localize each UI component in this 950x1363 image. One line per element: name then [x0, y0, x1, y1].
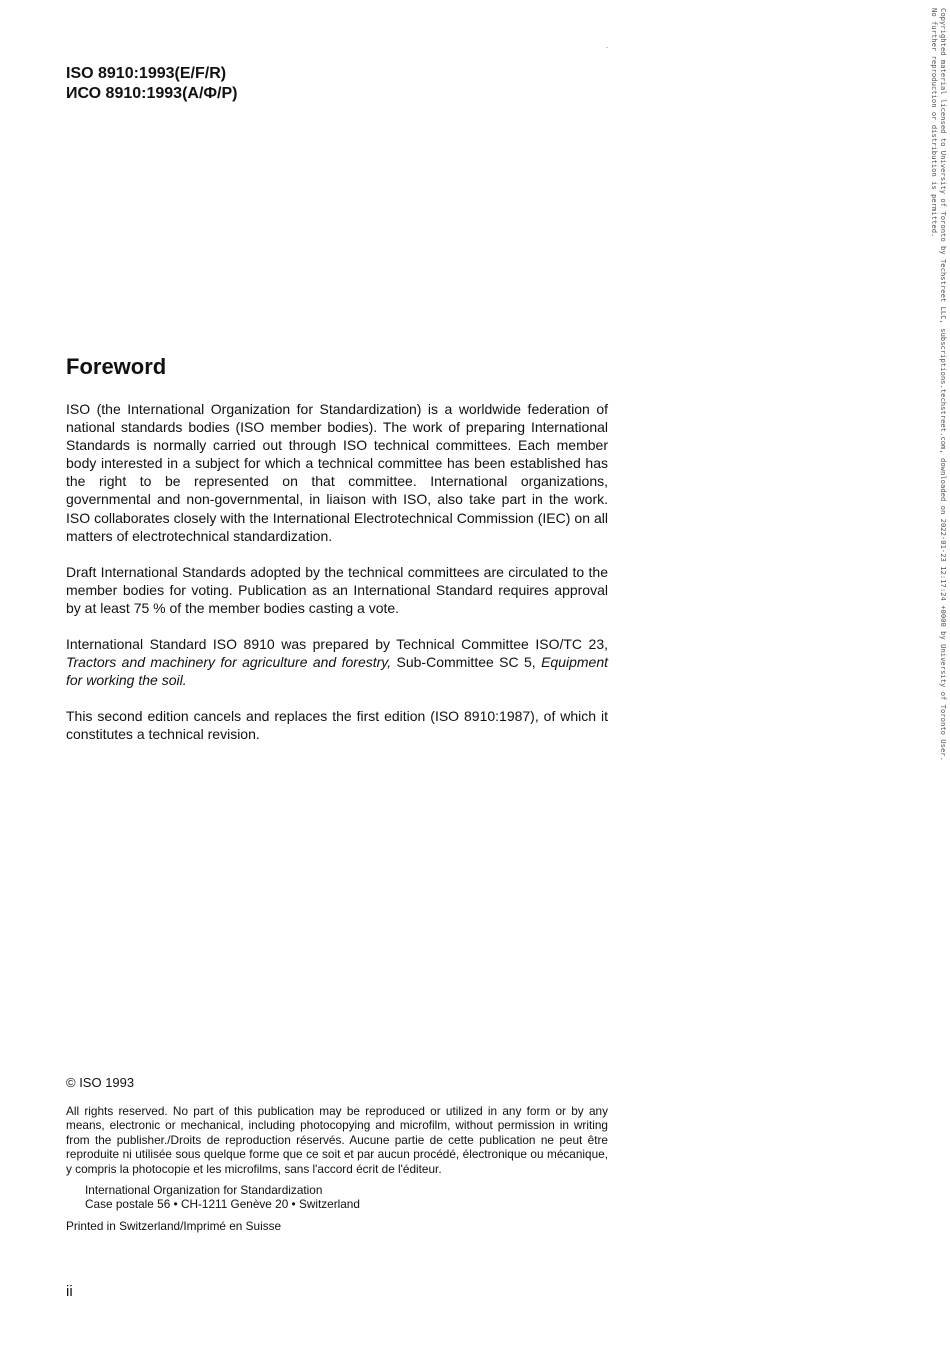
document-identifier [66, 64, 238, 104]
p3-text-c: Sub-Committee SC 5, [391, 654, 542, 671]
printed-in: Printed in Switzerland/Imprimé en Suisse [66, 1218, 282, 1233]
page-title: Foreword [66, 354, 167, 379]
doc-id-latin: ISO 8910:1993(E/F/R) [66, 65, 227, 82]
copyright-notice: © ISO 1993 [66, 1075, 135, 1090]
page-number: ii [66, 1283, 73, 1300]
license-line-2: No further reproduction or distribution is permitted. [930, 8, 939, 238]
rights-statement: All rights reserved. No part of this publication may be reproduced or utilized in any form or by any means, electronic or mechanical, including photocopying and microfilm, without permission in writing from the publisher./Droits de reproduction réservés. Aucune partie de cette publication ne peut être reproduite ni utilisée sous quelque forme que ce soit et par aucun procédé, électronique ou mécanique, y compris la photocopie et les microfilms, sans l'accord écrit de l'éditeur. [66, 1103, 608, 1176]
foreword-paragraph-3 [66, 635, 608, 689]
committee-title: Tractors and machinery for agriculture and forestry, [66, 654, 392, 671]
foreword-paragraph-2: Draft International Standards adopted by the technical committees are circulated to the member bodies for voting. Publication as an International Standard requires approval by at least 75 % of the member bodies casting a vote. [66, 563, 608, 616]
doc-id-cyrillic: ИСО 8910:1993(А/Ф/Р) [66, 85, 238, 102]
foreword-paragraph-4: This second edition cancels and replaces the first edition (ISO 8910:1987), of which it constitutes a technical revision. [66, 708, 608, 743]
copyright-block [66, 1076, 608, 1233]
publisher-name: International Organization for Standardization [85, 1182, 323, 1197]
license-watermark [930, 8, 948, 761]
license-line-1: Copyrighted material licensed to University of Toronto by Techstreet LLC, subscriptions.techstreet.com, downloaded on 2022-01-23 12:17:24 +0000 by University of Toronto User. [939, 8, 948, 761]
subcommittee-title: Equipment for working the soil. [66, 654, 608, 689]
foreword-body [66, 400, 608, 762]
scan-speck [606, 47, 608, 48]
publisher-address [66, 1183, 608, 1212]
p3-text-a: International Standard ISO 8910 was prepared by Technical Committee ISO/TC 23, [66, 636, 608, 653]
postal-address: Case postale 56 • CH-1211 Genève 20 • Switzerland [85, 1197, 360, 1212]
foreword-paragraph-1: ISO (the International Organization for Standardization) is a worldwide federation of national standards bodies (ISO member bodies). The work of preparing International Standards is normally carried out through ISO technical committees. Each member body interested in a subject for which a technical committee has been established has the right to be represented on that committee. International organizations, governmental and non-governmental, in liaison with ISO, also take part in the work. ISO collaborates closely with the International Electrotechnical Commission (IEC) on all matters of electrotechnical standardization. [66, 401, 608, 544]
